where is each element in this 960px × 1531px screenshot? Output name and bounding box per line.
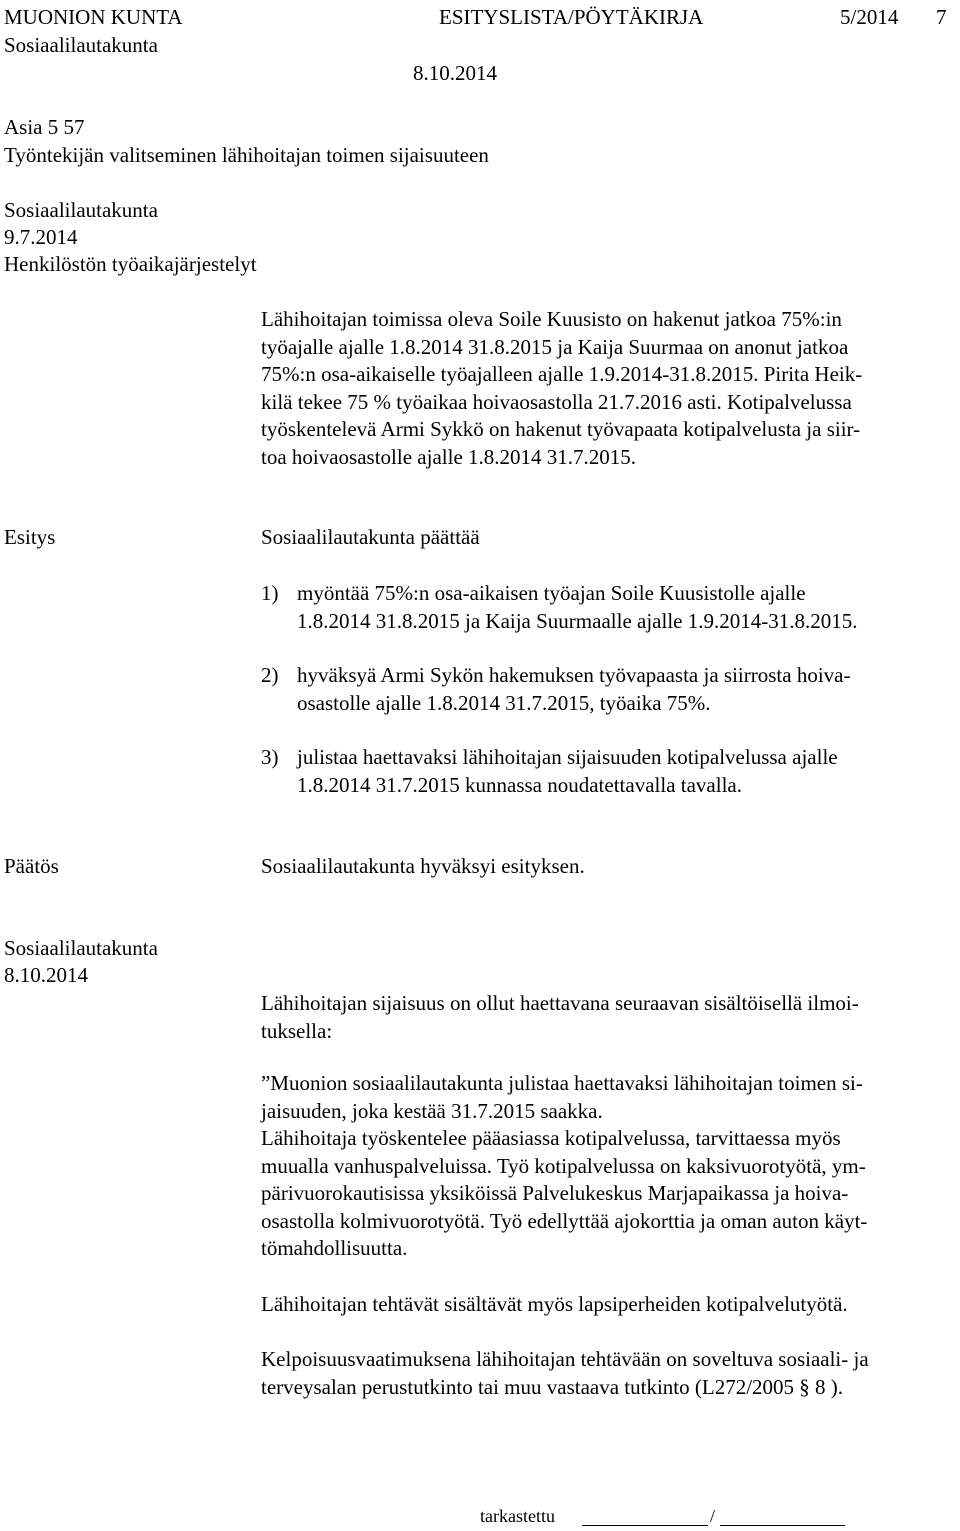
quote-line: tömahdollisuutta. [261, 1236, 408, 1260]
signature-line-1 [582, 1525, 708, 1526]
item-number: Asia 5 57 [4, 115, 85, 139]
prior-date: 9.7.2014 [4, 225, 78, 249]
proposal-item-number: 3) [261, 745, 279, 769]
quote-line: muualla vanhuspalveluissa. Työ kotipalvelussa on kaksivuorotyötä, ym- [261, 1153, 866, 1178]
followup-paragraph [261, 990, 949, 1045]
page-number: 7 [936, 5, 947, 29]
proposal-item [297, 580, 949, 635]
decision-text: Sosiaalilautakunta hyväksyi esityksen. [261, 854, 585, 878]
proposal-item-line: 1.8.2014 31.8.2015 ja Kaija Suurmaalle ajalle 1.9.2014-31.8.2015. [297, 608, 858, 633]
announcement-quote [261, 1070, 949, 1263]
followup-date: 8.10.2014 [4, 963, 88, 987]
proposal-item [297, 662, 949, 717]
committee-name: Sosiaalilautakunta [4, 33, 158, 57]
signature-line-2 [720, 1525, 845, 1526]
meeting-date: 8.10.2014 [413, 61, 497, 85]
quote-line: ”Muonion sosiaalilautakunta julistaa haettavaksi lähihoitajan toimen si- [261, 1071, 863, 1095]
background-line: kilä tekee 75 % työaikaa hoivaosastolla 21.7.2016 asti. Kotipalvelussa [261, 389, 852, 414]
background-paragraph [261, 306, 949, 471]
quote-line: Lähihoitaja työskentelee pääasiassa kotipalvelussa, tarvittaessa myös [261, 1126, 841, 1150]
background-line: Lähihoitajan toimissa oleva Soile Kuusisto on hakenut jatkoa 75%:in [261, 307, 842, 331]
document-type: ESITYSLISTA/PÖYTÄKIRJA [439, 5, 704, 29]
duties-paragraph: Lähihoitajan tehtävät sisältävät myös lapsiperheiden kotipalvelutyötä. [261, 1292, 848, 1316]
proposal-item-line: julistaa haettavaksi lähihoitajan sijaisuuden kotipalvelussa ajalle [297, 745, 838, 769]
quote-line: osastolla kolmivuorotyötä. Työ edellyttää ajokorttia ja oman auton käyt- [261, 1208, 868, 1233]
qualification-line: terveysalan perustutkinto tai muu vastaava tutkinto (L272/2005 § 8 ). [261, 1374, 844, 1399]
checked-label: tarkastettu [480, 1506, 555, 1526]
proposal-item-line: myöntää 75%:n osa-aikaisen työajan Soile Kuusistolle ajalle [297, 581, 806, 605]
prior-committee: Sosiaalilautakunta [4, 198, 158, 222]
signature-separator: / [710, 1506, 716, 1526]
proposal-item-number: 1) [261, 581, 279, 605]
proposal-item [297, 744, 949, 799]
proposal-item-line: hyväksyä Armi Sykön hakemuksen työvapaasta ja siirrosta hoiva- [297, 663, 851, 687]
background-line: työskentelevä Armi Sykkö on hakenut työvapaata kotipalvelusta ja siir- [261, 417, 861, 441]
background-line: työajalle ajalle 1.8.2014 31.8.2015 ja Kaija Suurmaa on anonut jatkoa [261, 334, 849, 359]
proposal-item-number: 2) [261, 663, 279, 687]
organization-name: MUONION KUNTA [4, 5, 183, 29]
proposal-intro: Sosiaalilautakunta päättää [261, 525, 480, 549]
background-line: toa hoivaosastolle ajalle 1.8.2014 31.7.2015. [261, 444, 637, 469]
proposal-item-line: osastolle ajalle 1.8.2014 31.7.2015, työaika 75%. [297, 690, 711, 715]
prior-title: Henkilöstön työaikajärjestelyt [4, 252, 257, 276]
quote-line: pärivuorokautisissa yksiköissä Palvelukeskus Marjapaikassa ja hoiva- [261, 1181, 849, 1205]
proposal-label: Esitys [4, 525, 56, 549]
followup-committee: Sosiaalilautakunta [4, 936, 158, 960]
followup-line: tuksella: [261, 1018, 333, 1043]
qualification-paragraph [261, 1346, 949, 1401]
meeting-number: 5/2014 [840, 5, 899, 29]
proposal-item-line: 1.8.2014 31.7.2015 kunnassa noudatettavalla tavalla. [297, 772, 742, 797]
qualification-line: Kelpoisuusvaatimuksena lähihoitajan tehtävään on soveltuva sosiaali- ja [261, 1347, 869, 1371]
quote-line: jaisuuden, joka kestää 31.7.2015 saakka. [261, 1098, 603, 1123]
background-line: 75%:n osa-aikaiselle työajalleen ajalle 1.9.2014-31.8.2015. Pirita Heik- [261, 362, 863, 386]
item-title: Työntekijän valitseminen lähihoitajan toimen sijaisuuteen [4, 143, 489, 167]
followup-line: Lähihoitajan sijaisuus on ollut haettavana seuraavan sisältöisellä ilmoi- [261, 991, 859, 1015]
decision-label: Päätös [4, 854, 59, 878]
